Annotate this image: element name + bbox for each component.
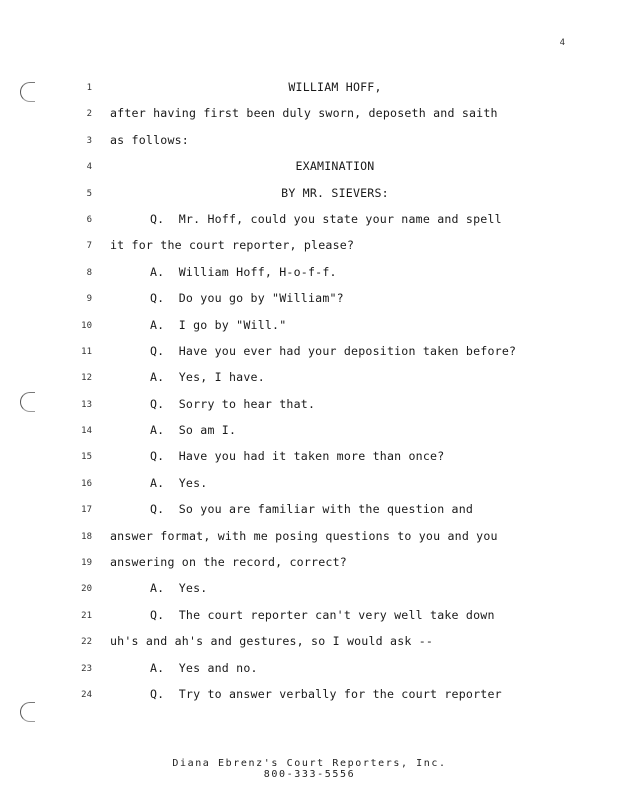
line-number: 16 <box>81 478 92 489</box>
transcript-line <box>0 660 619 686</box>
line-number: 2 <box>86 109 92 120</box>
transcript-line <box>0 422 619 448</box>
line-text: Q. Have you ever had your deposition taken before? <box>150 343 517 358</box>
line-text: A. Yes, I have. <box>150 370 265 385</box>
line-number: 6 <box>86 214 92 225</box>
transcript-line <box>0 237 619 263</box>
line-number: 14 <box>81 426 92 437</box>
line-text: A. I go by "Will." <box>150 317 287 332</box>
line-number: 9 <box>86 294 92 305</box>
footer-phone: 800-333-5556 <box>263 769 356 780</box>
transcript-line <box>0 290 619 316</box>
transcript-line <box>0 132 619 158</box>
line-text: A. Yes. <box>150 475 208 490</box>
line-text: Q. Sorry to hear that. <box>150 396 316 411</box>
line-number: 23 <box>81 663 92 674</box>
line-number: 11 <box>81 346 92 357</box>
line-number: 5 <box>86 188 92 199</box>
line-number: 12 <box>81 373 92 384</box>
line-text: Q. The court reporter can't very well take down <box>150 607 495 622</box>
line-number: 17 <box>81 505 92 516</box>
transcript-line <box>0 185 619 211</box>
line-text: Q. Do you go by "William"? <box>150 291 344 306</box>
transcript-line <box>0 580 619 606</box>
line-number: 1 <box>86 83 92 93</box>
transcript-line <box>0 158 619 184</box>
transcript-line <box>0 528 619 554</box>
line-text: after having first been duly sworn, deposeth and saith <box>110 106 498 121</box>
line-number: 22 <box>81 637 92 648</box>
transcript-line <box>0 211 619 237</box>
line-number: 7 <box>86 241 92 252</box>
transcript-line <box>0 448 619 474</box>
line-number: 20 <box>81 584 92 595</box>
line-number: 13 <box>81 399 92 410</box>
line-number: 4 <box>86 162 92 173</box>
line-number: 19 <box>81 558 92 569</box>
line-number: 24 <box>81 689 92 700</box>
transcript-line <box>0 686 619 712</box>
line-text: as follows: <box>110 132 189 147</box>
page-number: 4 <box>559 38 565 48</box>
line-text: answering on the record, correct? <box>110 555 347 570</box>
line-text: Q. Mr. Hoff, could you state your name and spell <box>150 211 502 226</box>
page-footer <box>0 758 619 780</box>
line-text: EXAMINATION <box>295 159 375 174</box>
line-text: BY MR. SIEVERS: <box>281 185 389 200</box>
transcript-line <box>0 369 619 395</box>
transcript-line <box>0 396 619 422</box>
line-text: uh's and ah's and gestures, so I would ask -- <box>110 634 434 649</box>
transcript-line <box>0 475 619 501</box>
line-number: 21 <box>81 610 92 621</box>
line-text: Q. Try to answer verbally for the court reporter <box>150 686 502 701</box>
line-text: Q. Have you had it taken more than once? <box>150 449 445 464</box>
transcript-line <box>0 79 619 105</box>
transcript-line <box>0 607 619 633</box>
line-text: WILLIAM HOFF, <box>288 80 382 94</box>
line-text: A. So am I. <box>150 423 237 438</box>
line-number: 15 <box>81 452 92 463</box>
line-text: A. William Hoff, H-o-f-f. <box>150 264 337 279</box>
transcript-line <box>0 554 619 580</box>
line-text: A. Yes. <box>150 581 208 596</box>
transcript-line <box>0 343 619 369</box>
transcript-line <box>0 317 619 343</box>
transcript-lines <box>0 79 619 712</box>
line-number: 18 <box>81 531 92 542</box>
transcript-line <box>0 264 619 290</box>
footer-company: Diana Ebrenz's Court Reporters, Inc. <box>172 758 447 769</box>
line-number: 3 <box>86 135 92 146</box>
line-text: it for the court reporter, please? <box>110 238 355 253</box>
line-number: 10 <box>81 320 92 331</box>
transcript-line <box>0 105 619 131</box>
transcript-line <box>0 501 619 527</box>
line-text: answer format, with me posing questions to you and you <box>110 528 498 543</box>
line-number: 8 <box>86 267 92 278</box>
line-text: Q. So you are familiar with the question and <box>150 502 474 517</box>
transcript-line <box>0 633 619 659</box>
line-text: A. Yes and no. <box>150 660 258 675</box>
